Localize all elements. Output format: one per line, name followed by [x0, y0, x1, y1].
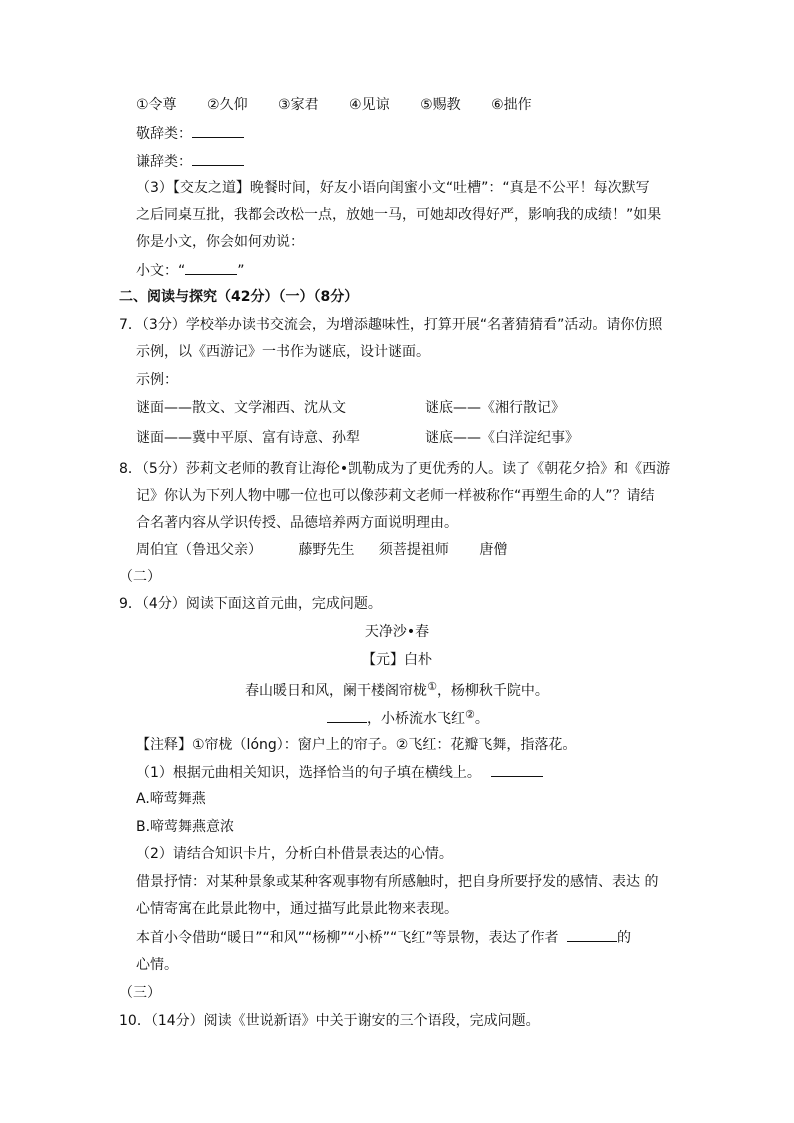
q8-line3: 合名著内容从学识传授、品德培养两方面说明理由。: [136, 515, 458, 531]
poem-line2a: ，小桥流水飞红: [367, 711, 465, 727]
q6-3-line3: 你是小文，你会如何劝说：: [136, 234, 304, 250]
q9-option-b: B.啼莺舞燕意浓: [136, 819, 235, 835]
q6-option: ⑥拙作: [491, 97, 532, 113]
q9-1-line: [136, 762, 543, 783]
q9-line1: 9．（4分）阅读下面这首元曲，完成问题。: [119, 596, 382, 612]
q7-example2-midi: 谜底——《白洋淀纪事》: [425, 430, 579, 446]
poem-blank[interactable]: [327, 708, 367, 723]
poem-note: 【注释】①帘栊（lóng）：窗户上的帘子。②飞红：花瓣飞舞，指落花。: [136, 737, 577, 753]
q6-option: ②久仰: [207, 97, 248, 113]
q9-card-line2: 心情寄寓在此景此物中，通过描写此景此物来表现。: [136, 901, 458, 917]
q6-jingci-label: 敬辞类：: [136, 126, 192, 142]
q9-answer-text: 本首小令借助“暖日”“和风”“杨柳”“小桥”“飞红”等景物，表达了作者: [136, 930, 559, 946]
q8-people-row: [136, 540, 507, 560]
q9-2-text: （2）请结合知识卡片，分析白朴借景表达的心情。: [136, 846, 453, 862]
q6-3-answer-line: [136, 260, 245, 281]
q8-line2: 记》你认为下列人物中哪一位也可以像莎莉文老师一样被称作“再塑生命的人”？请结: [136, 488, 655, 504]
q9-answer-line2: 心情。: [136, 957, 178, 973]
q9-answer-tail: 的: [616, 930, 631, 946]
q6-3-answer-prefix: 小文：“: [136, 263, 186, 279]
q6-option: ④见谅: [349, 97, 390, 113]
poem-line2b: 。: [474, 711, 489, 727]
q9-option-a: A.啼莺舞燕: [136, 791, 206, 807]
q6-jingci-line: [136, 123, 244, 144]
q8-person: 须菩提祖师: [378, 542, 449, 558]
q6-option: ⑤赐教: [420, 97, 461, 113]
part2-label: （二）: [119, 569, 161, 585]
answer-blank[interactable]: [185, 260, 237, 275]
footnote-marker: ①: [427, 680, 437, 693]
q6-qianci-label: 谦辞类：: [136, 154, 192, 170]
poem-line1b: ，杨柳秋千院中。: [436, 683, 549, 699]
answer-blank[interactable]: [491, 762, 543, 777]
q8-person: 周伯宜（鲁迅父亲）: [136, 542, 262, 558]
footnote-marker: ②: [465, 708, 475, 721]
answer-blank[interactable]: [192, 151, 244, 166]
poem-line1: [0, 677, 794, 701]
q10-line1: 10．（14分）阅读《世说新语》中关于谢安的三个语段，完成问题。: [119, 1013, 540, 1029]
q7-example1-midi: 谜底——《湘行散记》: [425, 400, 565, 416]
answer-blank[interactable]: [567, 927, 617, 942]
q7-line2: 示例，以《西游记》一书作为谜底，设计谜面。: [136, 344, 430, 360]
poem-line2: [327, 705, 489, 729]
q7-example2-mianti: 谜面——冀中平原、富有诗意、孙犁: [136, 430, 360, 446]
q6-options-row: [136, 95, 558, 115]
q6-qianci-line: [136, 151, 244, 172]
q9-answer-line1: [136, 927, 631, 948]
part3-label: （三）: [119, 985, 161, 1001]
q8-person: 唐僧: [479, 542, 508, 558]
section2-title: 二、阅读与探究（42分）（一）（8分）: [119, 289, 359, 305]
q6-option: ③家君: [278, 97, 319, 113]
q6-3-answer-suffix: ”: [237, 263, 245, 279]
q9-1-text: （1）根据元曲相关知识，选择恰当的句子填在横线上。: [136, 765, 481, 781]
q7-example1-mianti: 谜面——散文、文学湘西、沈从文: [136, 400, 346, 416]
q8-line1: 8．（5分）莎莉文老师的教育让海伦•凯勒成为了更优秀的人。读了《朝花夕拾》和《西游: [119, 461, 671, 477]
q6-option: ①令尊: [136, 97, 177, 113]
poem-author: 【元】白朴: [362, 652, 432, 668]
poem-title: 天净沙•春: [364, 624, 430, 640]
q6-3-line2: 之后同桌互批，我都会改松一点，放她一马，可她却改得好严，影响我的成绩！”如果: [136, 207, 662, 223]
q7-line1: 7．（3分）学校举办读书交流会，为增添趣味性，打算开展“名著猜猜看”活动。请你仿照: [119, 317, 663, 333]
q9-card-line1: 借景抒情：对某种景象或某种客观事物有所感触时，把自身所要抒发的感情、表达 的: [136, 874, 659, 890]
q7-example-label: 示例：: [136, 372, 178, 388]
poem-line1a: 春山暖日和风，阑干楼阁帘栊: [245, 683, 428, 699]
answer-blank[interactable]: [192, 123, 244, 138]
q8-person: 藤野先生: [298, 542, 355, 558]
q6-3-line1: （3）【交友之道】晚餐时间，好友小语向闺蜜小文“吐槽”：“真是不公平！每次默写: [136, 180, 650, 196]
